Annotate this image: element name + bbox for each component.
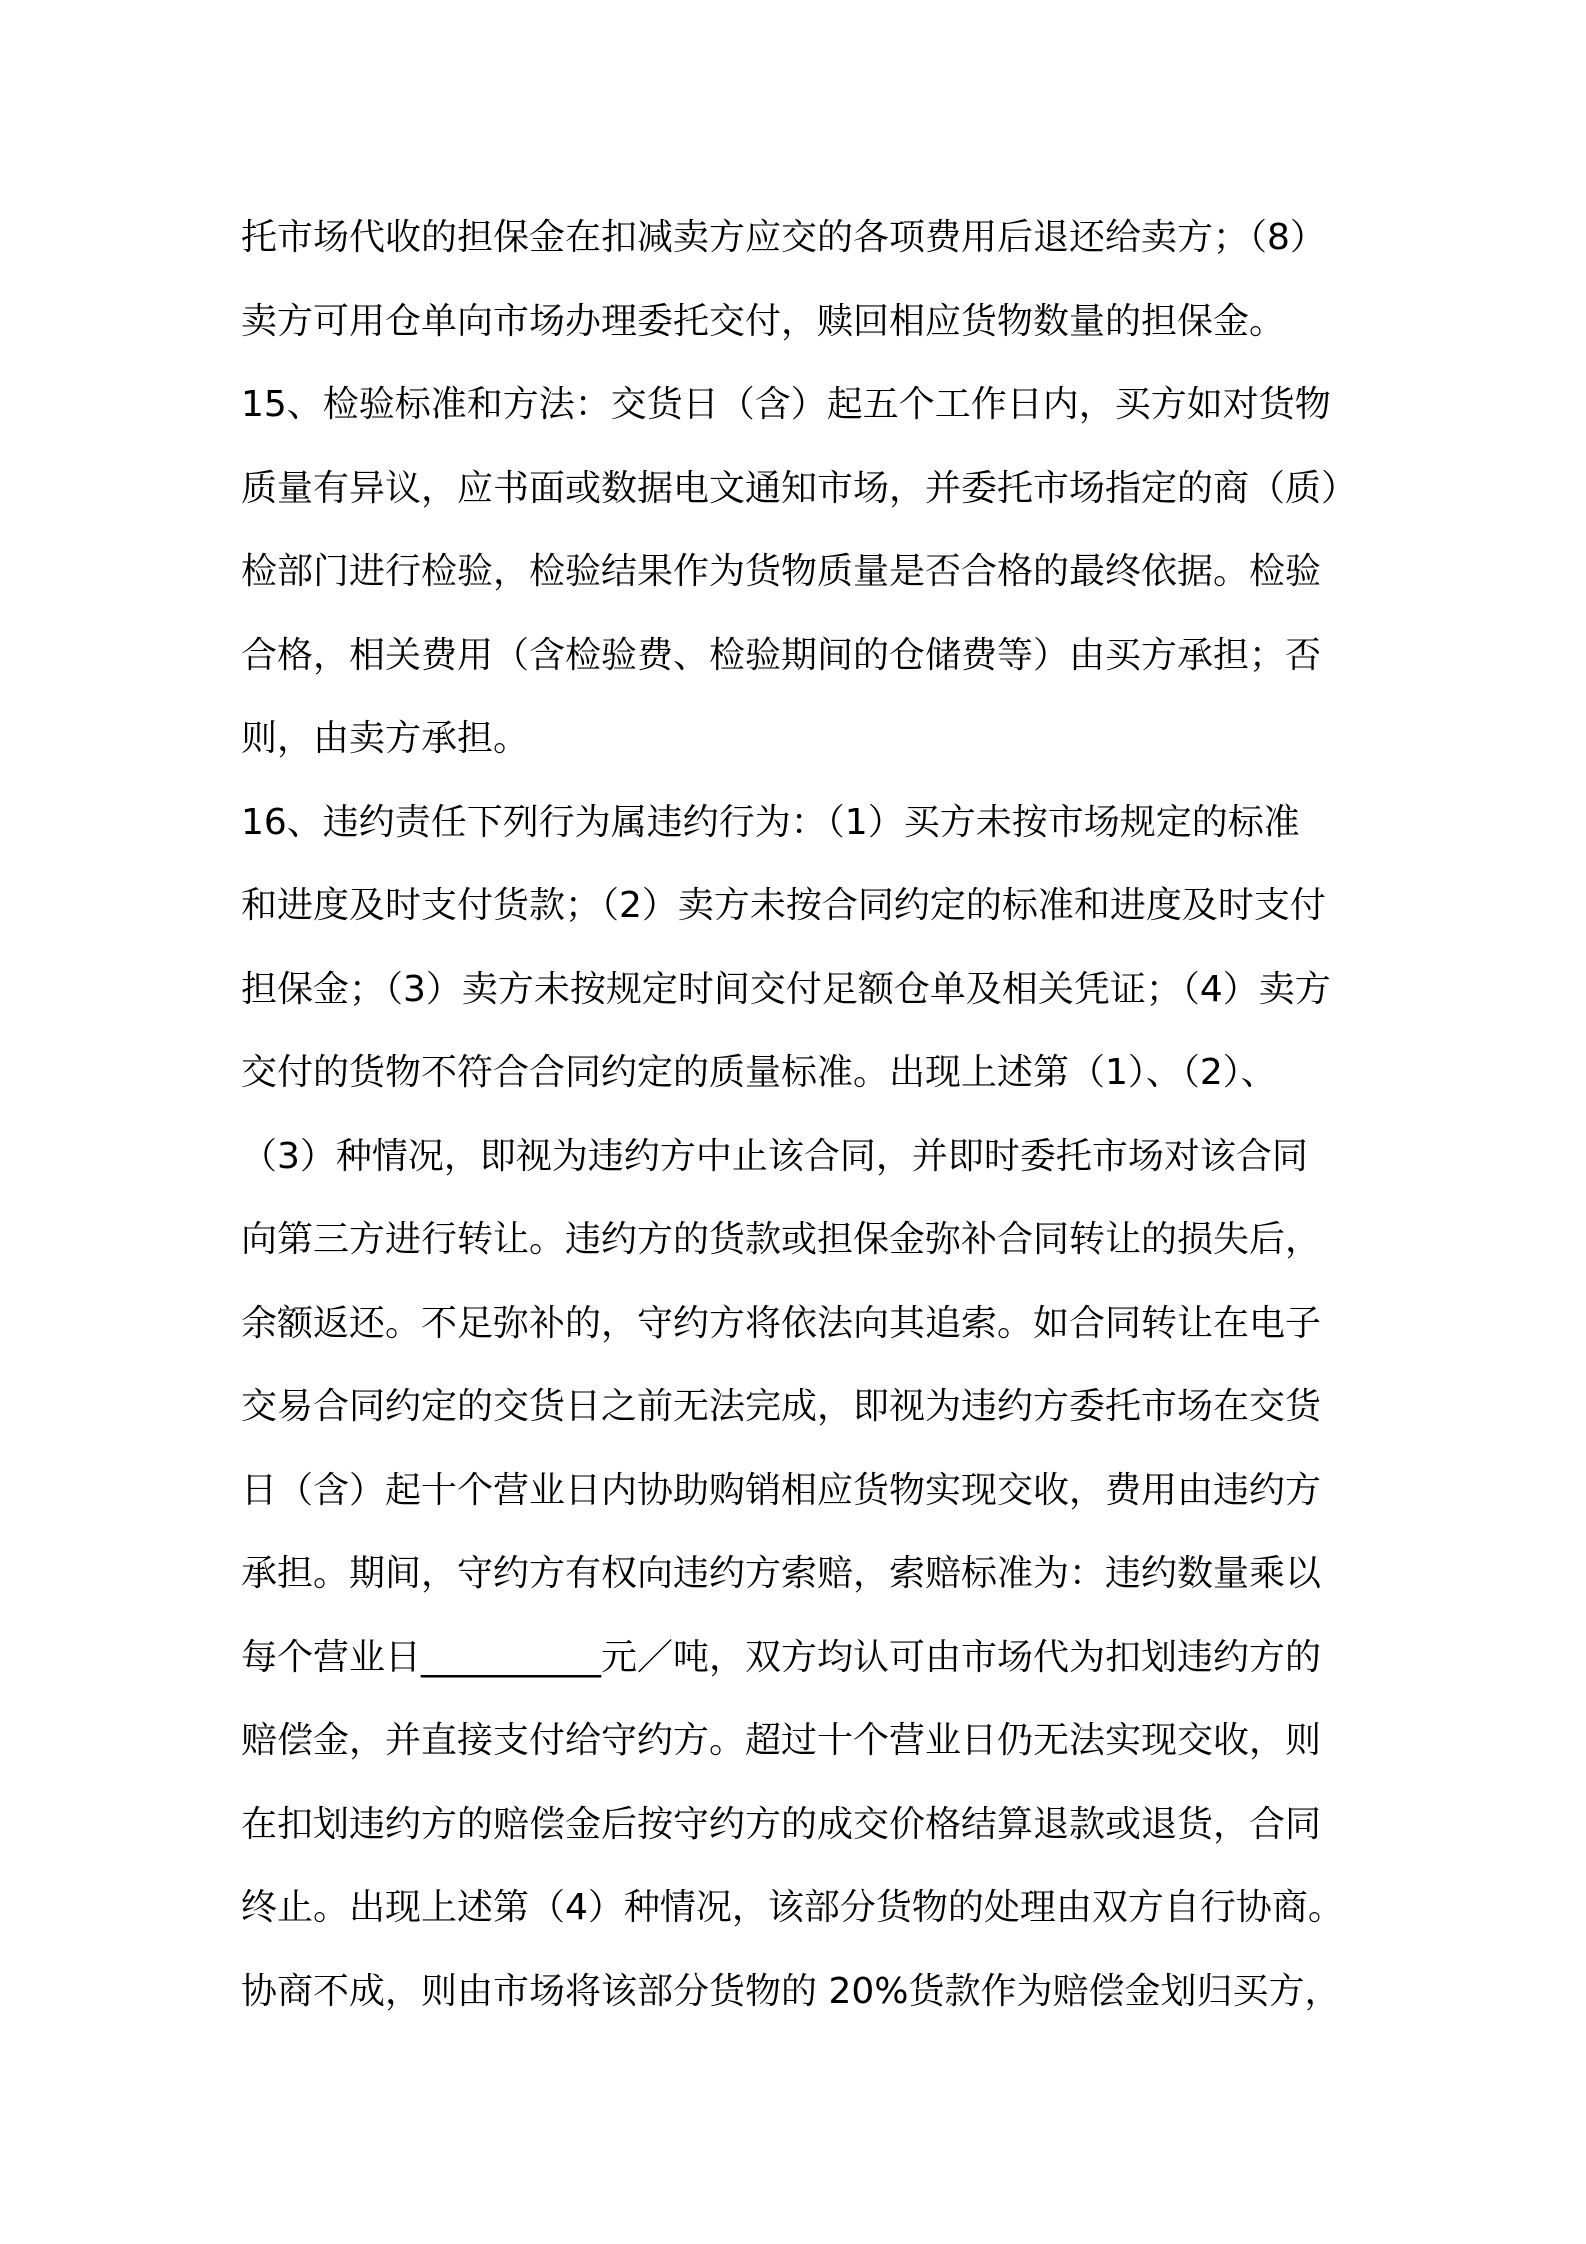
text-line: 15、检验标准和方法：交货日（含）起五个工作日内，买方如对货物 [241,384,1331,425]
text-line: （3）种情况，即视为违约方中止该合同，并即时委托市场对该合同 [241,1135,1308,1177]
text-line: 每个营业日__________元／吨，双方均认可由市场代为扣划违约方的 [241,1636,1322,1678]
text-line: 终止。出现上述第（4）种情况，该部分货物的处理由双方自行协商。 [241,1887,1344,1928]
text-line: 承担。期间，守约方有权向违约方索赔，索赔标准为：违约数量乘以 [241,1553,1322,1594]
text-line: 交付的货物不符合合同约定的质量标准。出现上述第（1）、（2）、 [241,1052,1277,1093]
text-line: 则，由卖方承担。 [241,718,530,759]
text-line: 16、违约责任下列行为属违约行为：（1）买方未按市场规定的标准 [241,801,1300,843]
text-line: 托市场代收的担保金在扣减卖方应交的各项费用后退还给卖方；（8） [241,217,1326,258]
text-line: 在扣划违约方的赔偿金后按守约方的成交价格结算退款或退货，合同 [241,1803,1322,1845]
text-line: 和进度及时支付货款；（2）卖方未按合同约定的标准和进度及时支付 [241,885,1326,926]
text-line: 日（含）起十个营业日内协助购销相应货物实现交收，费用由违约方 [241,1469,1322,1511]
text-line: 卖方可用仓单向市场办理委托交付，赎回相应货物数量的担保金。 [241,300,1286,342]
text-line: 向第三方进行转让。违约方的货款或担保金弥补合同转让的损失后， [241,1219,1322,1260]
text-line: 赔偿金，并直接支付给守约方。超过十个营业日仍无法实现交收，则 [241,1720,1322,1761]
text-line: 检部门进行检验，检验结果作为货物质量是否合格的最终依据。检验 [241,551,1322,592]
document-body [241,196,1376,2033]
text-line: 担保金；（3）卖方未按规定时间交付足额仓单及相关凭证；（4）卖方 [241,968,1331,1010]
text-line: 交易合同约定的交货日之前无法完成，即视为违约方委托市场在交货 [241,1386,1322,1427]
text-line: 协商不成，则由市场将该部分货物的 20%货款作为赔偿金划归买方， [241,1970,1341,2012]
text-line: 余额返还。不足弥补的，守约方将依法向其追索。如合同转让在电子 [241,1302,1322,1344]
text-line: 质量有异议，应书面或数据电文通知市场，并委托市场指定的商（质） [241,467,1358,509]
text-line: 合格，相关费用（含检验费、检验期间的仓储费等）由买方承担；否 [241,634,1322,676]
